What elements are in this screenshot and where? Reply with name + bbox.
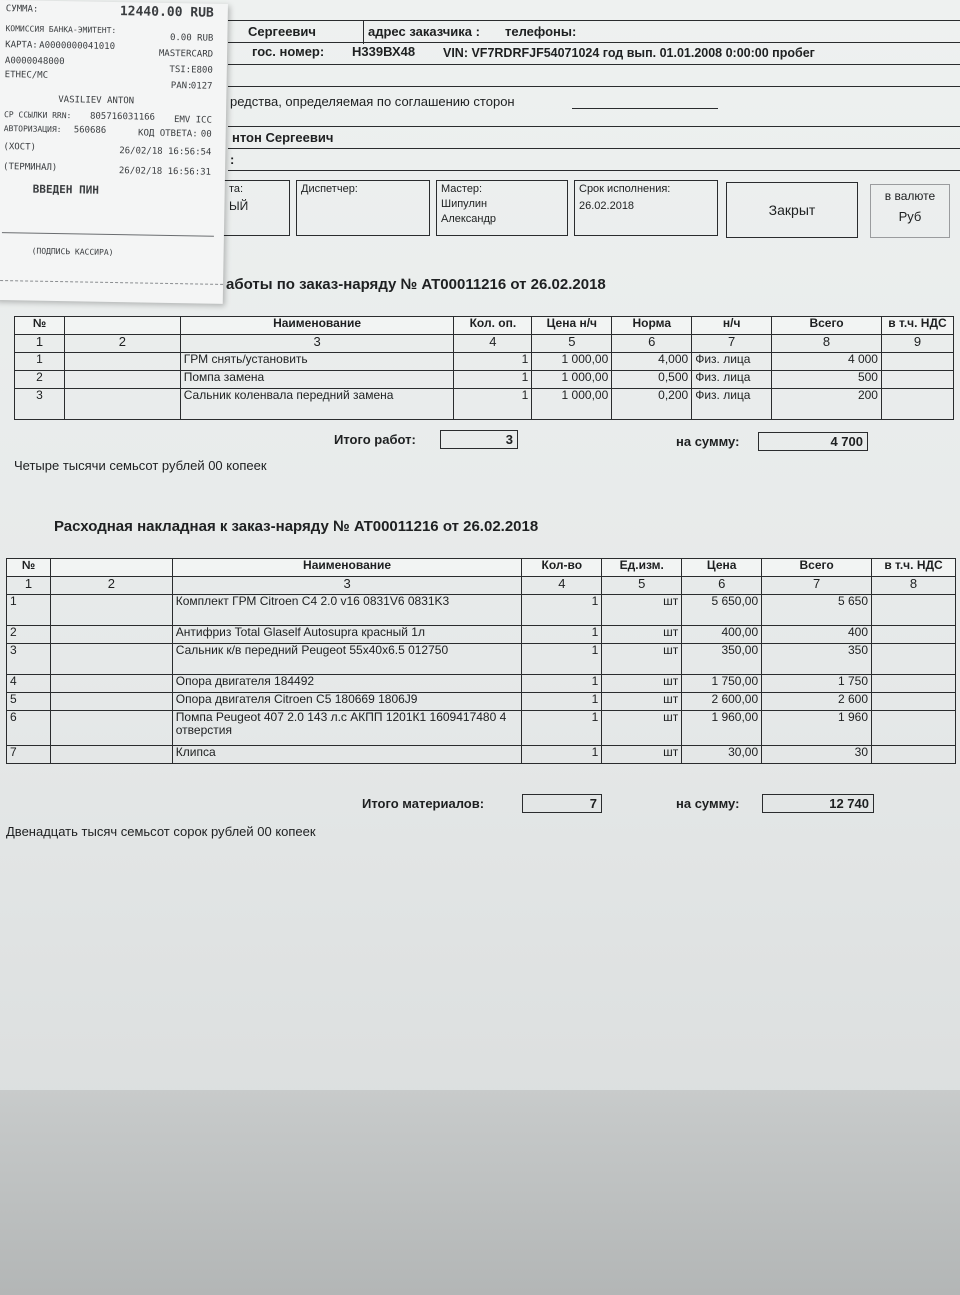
material-qty: 1 [522,746,602,764]
blank-cell [50,693,172,711]
num-cell: 7 [692,335,772,353]
work-total: 500 [772,371,882,389]
material-name: Помпа Peugeot 407 2.0 143 л.с АКПП 1201К1 1609417480 4 отверстия [172,711,522,746]
material-total: 1 750 [762,675,872,693]
material-price: 5 650,00 [682,595,762,626]
table-row [7,595,956,626]
material-name: Комплект ГРМ Citroen C4 2.0 v16 0831V6 0831K3 [172,595,522,626]
material-unit: шт [602,693,682,711]
receipt-host-time: 26/02/18 16:56:54 [119,146,212,158]
receipt-card-type: MASTERCARD [158,48,214,60]
work-norm: 0,500 [612,371,692,389]
table-row [7,746,956,764]
material-total: 2 600 [762,693,872,711]
row-number: 5 [7,693,51,711]
materials-title: Расходная накладная к заказ-наряду № AT00011216 от 26.02.2018 [54,518,539,535]
material-qty: 1 [522,595,602,626]
receipt-rrn: 805716031166 [89,111,156,123]
num-cell: 8 [872,577,956,595]
material-price: 400,00 [682,626,762,644]
receipt-auth-label: АВТОРИЗАЦИЯ: [3,124,62,135]
material-qty: 1 [522,711,602,746]
table-row [15,353,954,371]
row-number: 3 [7,644,51,675]
status-label: та: [229,183,244,195]
master-label: Мастер: [441,183,483,195]
col-qty: Кол. оп. [454,317,532,335]
num-cell: 3 [180,335,454,353]
receipt-signature-line [2,232,214,237]
plate-label: гос. номер: [252,44,325,59]
material-unit: шт [602,595,682,626]
material-unit: шт [602,675,682,693]
materials-total-count: 7 [522,794,602,813]
col-name: Наименование [180,317,454,335]
materials-sum-label: на сумму: [676,796,740,811]
currency-label: в валюте [884,189,936,203]
num-cell: 4 [454,335,532,353]
material-price: 1 960,00 [682,711,762,746]
work-qty: 1 [454,371,532,389]
work-type: Физ. лица [692,371,772,389]
customer-name: Сергеевич [248,24,316,39]
master-name-2: Александр [441,213,497,225]
works-total-count: 3 [440,430,518,449]
currency-box [870,184,950,238]
material-total: 400 [762,626,872,644]
row-number: 3 [15,389,65,420]
num-cell: 8 [772,335,882,353]
material-qty: 1 [522,693,602,711]
work-price: 1 000,00 [532,353,612,371]
work-total: 4 000 [772,353,882,371]
material-total: 30 [762,746,872,764]
receipt-commission-label: КОМИССИЯ БАНКА-ЭМИТЕНТ: [5,24,117,36]
material-price: 1 750,00 [682,675,762,693]
table-row [7,693,956,711]
material-unit: шт [602,626,682,644]
material-price: 350,00 [682,644,762,675]
status-box [214,180,290,236]
col-blank [64,317,180,335]
plate-value: Н339ВХ48 [352,44,416,59]
material-total: 350 [762,644,872,675]
work-vat [881,389,953,420]
table-row [15,389,954,420]
receipt-terminal-time: 26/02/18 16:56:31 [118,166,212,178]
address-label: адрес заказчика : [368,24,480,39]
work-vat [881,371,953,389]
work-qty: 1 [454,389,532,420]
material-vat [872,711,956,746]
material-qty: 1 [522,675,602,693]
works-title: аботы по заказ-наряду № AT00011216 от 26.02.2018 [226,276,606,293]
master-name-1: Шипулин [441,198,488,210]
table-row [7,644,956,675]
master-box [436,180,568,236]
col-total: Всего [772,317,882,335]
receipt-mode: ETHEC/MC [4,70,49,81]
work-total: 200 [772,389,882,420]
closed-status: Закрыт [768,202,816,218]
dispatcher-label: Диспетчер: [301,183,358,195]
col-no: № [7,559,51,577]
works-sum-words: Четыре тысячи семьсот рублей 00 копеек [14,458,267,473]
num-cell: 3 [172,577,522,595]
material-vat [872,693,956,711]
receipt-pan-label: PAN: [170,80,193,92]
receipt-emv: EMV ICC [173,115,213,126]
row-number: 1 [15,353,65,371]
material-total: 5 650 [762,595,872,626]
col-name: Наименование [172,559,522,577]
work-name: Помпа замена [180,371,454,389]
row-number: 1 [7,595,51,626]
phones-label: телефоны: [505,24,577,39]
row-number: 2 [7,626,51,644]
receipt-resp-label: КОД ОТВЕТА: [137,128,198,140]
receipt-resp: 00 [200,129,212,140]
blank-cell [50,746,172,764]
material-vat [872,626,956,644]
deadline-label: Срок исполнения: [579,183,671,195]
col-vat: в т.ч. НДС [872,559,956,577]
material-qty: 1 [522,644,602,675]
card-receipt [0,0,228,304]
receipt-term-value: A0000048000 [4,56,65,68]
material-qty: 1 [522,626,602,644]
work-name: Сальник коленвала передний замена [180,389,454,420]
num-cell: 6 [682,577,762,595]
num-cell: 5 [532,335,612,353]
work-price: 1 000,00 [532,371,612,389]
material-unit: шт [602,746,682,764]
materials-number-row [7,577,956,595]
num-cell: 6 [612,335,692,353]
material-name: Антифриз Total Glaself Autosupra красный 1л [172,626,522,644]
row-number: 4 [7,675,51,693]
material-name: Сальник к/в передний Peugeot 55х40х6.5 012750 [172,644,522,675]
deadline-value: 26.02.2018 [579,200,635,212]
num-cell: 9 [881,335,953,353]
blank-cell [50,644,172,675]
receipt-pan: 0127 [190,81,213,92]
work-norm: 0,200 [612,389,692,420]
materials-sum-value: 12 740 [762,794,874,813]
col-price: Цена [682,559,762,577]
blank-cell [64,353,180,371]
works-total-label: Итого работ: [334,432,416,447]
field-colon: : [230,152,235,167]
blank-cell [50,711,172,746]
blank-cell [64,389,180,420]
material-name: Опора двигателя Citroen C5 180669 1806J9 [172,693,522,711]
col-total: Всего [762,559,872,577]
works-header-row [15,317,954,335]
work-price: 1 000,00 [532,389,612,420]
receipt-commission-value: 0.00 RUB [169,32,214,44]
price-agreement: редства, определяемая по соглашению сторон [230,94,515,109]
num-cell: 5 [602,577,682,595]
works-number-row [15,335,954,353]
col-hours: н/ч [692,317,772,335]
blank-cell [50,675,172,693]
receipt-tvr: TSI:E800 [169,64,213,76]
receipt-terminal-label: (ТЕРМИНАЛ) [2,162,58,174]
material-price: 30,00 [682,746,762,764]
price-field-line [572,108,718,109]
col-blank [50,559,172,577]
receipt-host-label: (ХОСТ) [3,142,37,153]
receipt-card-value: A0000000041010 [39,40,116,53]
work-norm: 4,000 [612,353,692,371]
receipt-sum-label: СУММА: [5,4,39,15]
table-row [15,371,954,389]
receipt-sum-value: 12440.00 RUB [119,4,214,21]
table-row [7,626,956,644]
col-vat: в т.ч. НДС [881,317,953,335]
col-norm: Норма [612,317,692,335]
vin-line: VIN: VF7RDRFJF54071024 год вып. 01.01.2008 0:00:00 пробег [443,46,815,60]
row-number: 7 [7,746,51,764]
receipt-holder: VASILIEV ANTON [58,95,135,107]
material-vat [872,675,956,693]
work-name: ГРМ снять/установить [180,353,454,371]
material-unit: шт [602,644,682,675]
material-vat [872,595,956,626]
col-qty: Кол-во [522,559,602,577]
num-cell: 4 [522,577,602,595]
works-sum-label: на сумму: [676,434,740,449]
receipt-pin: ВВЕДЕН ПИН [32,182,100,197]
materials-table [6,558,956,764]
num-cell: 2 [64,335,180,353]
works-table [14,316,954,420]
blank-cell [64,371,180,389]
work-qty: 1 [454,353,532,371]
closed-box [726,182,858,238]
material-name: Клипса [172,746,522,764]
currency-value: Руб [898,209,922,224]
table-row [7,711,956,746]
num-cell: 7 [762,577,872,595]
responsible-name: нтон Сергеевич [232,130,334,145]
materials-sum-words: Двенадцать тысяч семьсот сорок рублей 00 копеек [6,824,316,839]
receipt-tear-edge [0,280,223,285]
table-row [7,675,956,693]
col-no: № [15,317,65,335]
work-type: Физ. лица [692,353,772,371]
material-vat [872,644,956,675]
blank-cell [50,626,172,644]
status-value: ЫЙ [229,199,249,213]
num-cell: 2 [50,577,172,595]
material-vat [872,746,956,764]
deadline-box [574,180,718,236]
material-name: Опора двигателя 184492 [172,675,522,693]
work-vat [881,353,953,371]
materials-header-row [7,559,956,577]
blank-cell [50,595,172,626]
dispatcher-box [296,180,430,236]
works-sum-value: 4 700 [758,432,868,451]
row-number: 2 [15,371,65,389]
receipt-rrn-label: СР ССЫЛКИ RRN: [3,110,72,121]
col-price: Цена н/ч [532,317,612,335]
materials-total-label: Итого материалов: [362,796,485,811]
material-unit: шт [602,711,682,746]
receipt-card-label: КАРТА: [5,40,38,51]
table-surface [0,1090,960,1295]
row-number: 6 [7,711,51,746]
receipt-signature-label: (ПОДПИСЬ КАССИРА) [31,246,114,258]
material-price: 2 600,00 [682,693,762,711]
material-total: 1 960 [762,711,872,746]
num-cell: 1 [15,335,65,353]
num-cell: 1 [7,577,51,595]
receipt-auth: 560686 [73,125,107,136]
col-unit: Ед.изм. [602,559,682,577]
work-type: Физ. лица [692,389,772,420]
